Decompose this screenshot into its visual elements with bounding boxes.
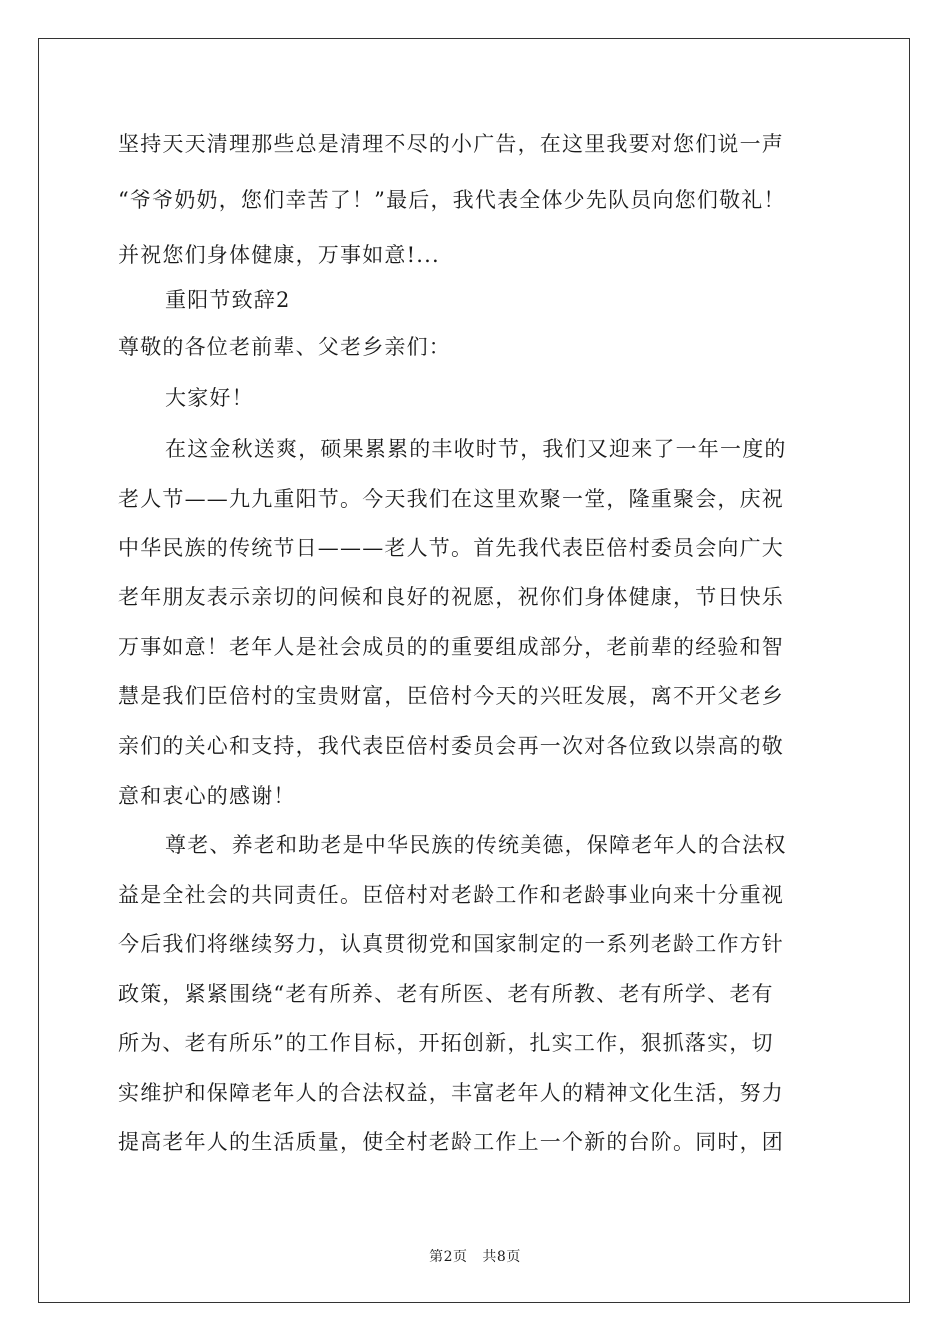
text-line: 慧是我们臣倍村的宝贵财富，臣倍村今天的兴旺发展，离不开父老乡 [118,684,784,708]
text-line: 在这金秋送爽，硕果累累的丰收时节，我们又迎来了一年一度的 [165,437,787,461]
text-line: 意和衷心的感谢！ [118,784,296,808]
text-line: 尊老、养老和助老是中华民族的传统美德，保障老年人的合法权 [165,833,787,857]
text-line: 所为、老有所乐”的工作目标，开拓创新，扎实工作，狠抓落实，切 [118,1031,774,1055]
text-line: 亲们的关心和支持，我代表臣倍村委员会再一次对各位致以崇高的敬 [118,734,784,758]
page-number: 第2页 [429,1249,468,1265]
page-footer [0,1247,950,1267]
text-line: 并祝您们身体健康，万事如意!... [118,243,440,267]
section-heading: 重阳节致辞2 [165,288,291,312]
text-line: 实维护和保障老年人的合法权益，丰富老年人的精神文化生活，努力 [118,1081,784,1105]
page-total: 共8页 [482,1249,521,1265]
text-line: 坚持天天清理那些总是清理不尽的小广告，在这里我要对您们说一声 [118,132,784,156]
text-line: “爷爷奶奶，您们幸苦了！”最后，我代表全体少先队员向您们敬礼！ [118,188,786,212]
salutation: 尊敬的各位老前辈、父老乡亲们： [118,335,451,359]
greeting: 大家好！ [165,386,254,410]
text-line: 提高老年人的生活质量，使全村老龄工作上一个新的台阶。同时，团 [118,1130,784,1154]
text-line: 今后我们将继续努力，认真贯彻党和国家制定的一系列老龄工作方针 [118,932,784,956]
text-line: 政策，紧紧围绕“老有所养、老有所医、老有所教、老有所学、老有 [118,982,774,1006]
text-line: 万事如意！老年人是社会成员的的重要组成部分，老前辈的经验和智 [118,635,784,659]
text-line: 老人节——九九重阳节。今天我们在这里欢聚一堂，隆重聚会，庆祝 [118,487,784,511]
page-border [38,38,910,1303]
text-line: 中华民族的传统节日———老人节。首先我代表臣倍村委员会向广大 [118,536,784,560]
text-line: 老年朋友表示亲切的问候和良好的祝愿，祝你们身体健康，节日快乐 [118,585,784,609]
text-line: 益是全社会的共同责任。臣倍村对老龄工作和老龄事业向来十分重视 [118,883,784,907]
